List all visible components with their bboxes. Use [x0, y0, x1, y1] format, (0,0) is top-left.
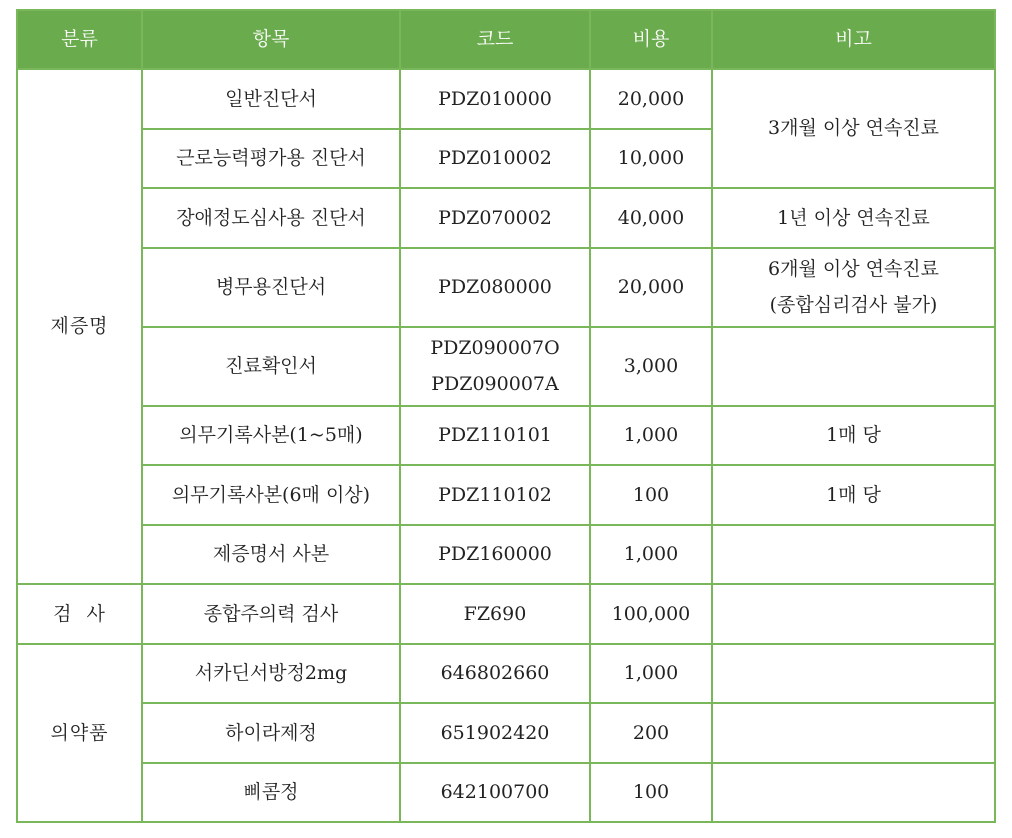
- item-code: FZ690: [400, 584, 590, 644]
- table-row: [17, 327, 995, 406]
- table-row: [17, 69, 995, 129]
- table-row: [17, 465, 995, 525]
- item-cost: 1,000: [590, 406, 712, 466]
- header-row: [17, 10, 995, 69]
- note-empty: [712, 525, 995, 585]
- item-name: 삐콤정: [142, 763, 400, 823]
- note-empty: [712, 584, 995, 644]
- item-code: PDZ070002: [400, 188, 590, 248]
- item-code: PDZ160000: [400, 525, 590, 585]
- table-row: [17, 763, 995, 823]
- item-name: 일반진단서: [142, 69, 400, 129]
- table-row: [17, 525, 995, 585]
- table-row: [17, 188, 995, 248]
- item-code: PDZ110102: [400, 465, 590, 525]
- header-cost: 비용: [590, 10, 712, 69]
- category-test: 검 사: [17, 584, 142, 644]
- note-per-page: 1매 당: [712, 406, 995, 466]
- item-code: PDZ010000: [400, 69, 590, 129]
- note-6months-line2: (종합심리검사 불가): [769, 294, 938, 316]
- header-category: 분류: [17, 10, 142, 69]
- category-medicine: 의약품: [17, 644, 142, 823]
- fee-table: [16, 9, 996, 823]
- note-per-page: 1매 당: [712, 465, 995, 525]
- item-code: 651902420: [400, 703, 590, 763]
- header-item: 항목: [142, 10, 400, 69]
- note-empty: [712, 703, 995, 763]
- item-cost: 100: [590, 763, 712, 823]
- note-empty: [712, 327, 995, 406]
- item-cost: 3,000: [590, 327, 712, 406]
- item-name: 종합주의력 검사: [142, 584, 400, 644]
- table-row: [17, 584, 995, 644]
- item-cost: 20,000: [590, 69, 712, 129]
- item-cost: 1,000: [590, 644, 712, 704]
- item-name: 서카딘서방정2mg: [142, 644, 400, 704]
- item-code: PDZ110101: [400, 406, 590, 466]
- item-name: 의무기록사본(6매 이상): [142, 465, 400, 525]
- table-row: [17, 644, 995, 704]
- item-cost: 1,000: [590, 525, 712, 585]
- item-cost: 40,000: [590, 188, 712, 248]
- item-name: 하이라제정: [142, 703, 400, 763]
- note-6months: [712, 248, 995, 327]
- item-name: 제증명서 사본: [142, 525, 400, 585]
- note-6months-line1: 6개월 이상 연속진료: [768, 257, 939, 280]
- note-3months: 3개월 이상 연속진료: [712, 69, 995, 188]
- table-row: [17, 703, 995, 763]
- item-code: 646802660: [400, 644, 590, 704]
- table-row: [17, 248, 995, 327]
- table-row: [17, 406, 995, 466]
- header-code: 코드: [400, 10, 590, 69]
- category-certificates: 제증명: [17, 69, 142, 584]
- item-name: 의무기록사본(1~5매): [142, 406, 400, 466]
- item-name: 장애정도심사용 진단서: [142, 188, 400, 248]
- item-code: PDZ010002: [400, 129, 590, 189]
- item-name: 병무용진단서: [142, 248, 400, 327]
- item-cost: 20,000: [590, 248, 712, 327]
- item-name: 진료확인서: [142, 327, 400, 406]
- item-code-multi: [400, 327, 590, 406]
- item-cost: 100: [590, 465, 712, 525]
- item-code-line1: PDZ090007O: [430, 336, 560, 359]
- note-empty: [712, 644, 995, 704]
- item-name: 근로능력평가용 진단서: [142, 129, 400, 189]
- note-empty: [712, 763, 995, 823]
- item-cost: 100,000: [590, 584, 712, 644]
- item-code-line2: PDZ090007A: [431, 373, 559, 395]
- item-cost: 10,000: [590, 129, 712, 189]
- item-code: PDZ080000: [400, 248, 590, 327]
- item-cost: 200: [590, 703, 712, 763]
- item-code: 642100700: [400, 763, 590, 823]
- header-note: 비고: [712, 10, 995, 69]
- note-1year: 1년 이상 연속진료: [712, 188, 995, 248]
